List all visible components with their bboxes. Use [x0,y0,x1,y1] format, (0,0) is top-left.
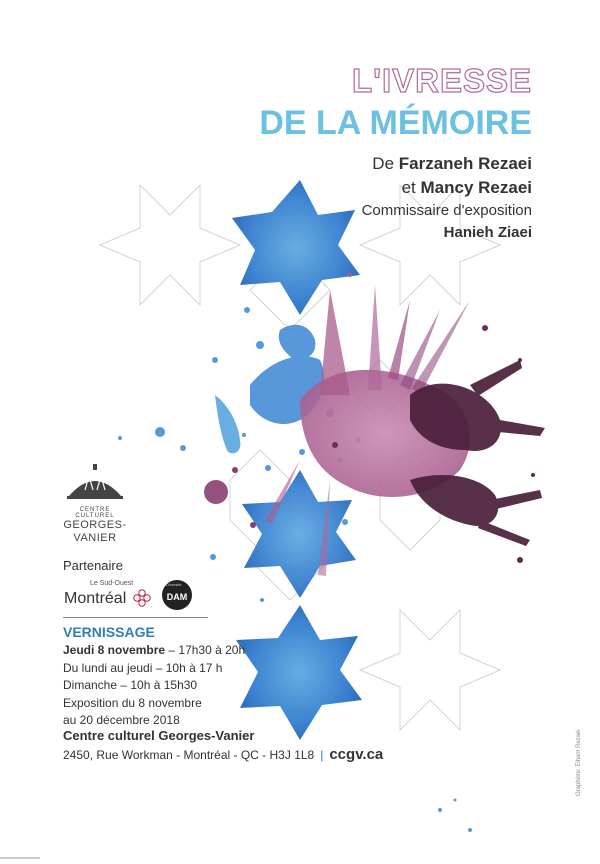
event-info [63,642,245,730]
title-line-2: DE LA MÉMOIRE [259,104,532,142]
divider [63,617,208,618]
ccgv-name-1: GEORGES- [63,519,127,531]
ccgv-dome-icon [63,462,127,502]
blue-star-top [232,180,360,315]
venue-address: 2450, Rue Workman - Montréal - QC - H3J 1L8 [63,748,315,762]
event-line-1 [63,642,245,660]
artist-credits [372,152,532,200]
sud-ouest-label: Le Sud-Ouest [90,580,134,587]
title-line-1: L'IVRESSE [351,62,532,99]
event-date-bold: Jeudi 8 novembre [63,643,166,657]
blue-star-middle [242,470,356,598]
blue-star-bottom [236,605,362,740]
partner-label: Partenaire [63,558,123,573]
curator-name: Hanieh Ziaei [443,224,532,241]
dam-logo: DAM [162,580,192,610]
curator-block [362,200,532,244]
graphic-credit: Graphiste: Elham Rezaei [576,729,582,796]
artist-name-2: Mancy Rezaei [420,178,532,197]
event-line-3: Dimanche – 10h à 15h30 [63,678,198,692]
event-line-5: au 20 décembre 2018 [63,713,180,727]
website-link[interactable]: ccgv.ca [329,746,384,763]
montreal-logo: Montréal [64,590,127,607]
artist-prefix-de: De [372,154,395,173]
curator-label: Commissaire d'exposition [361,202,532,219]
artist-name-1: Farzaneh Rezaei [398,154,532,173]
artist-prefix-et: et [401,178,416,197]
address-separator: | [320,748,324,762]
event-time: – 17h30 à 20h [165,643,246,657]
ccgv-name-2: VANIER [73,532,117,544]
dam-small-text: Diversité [166,582,182,587]
ccgv-logo [63,462,127,545]
venue-name: Centre culturel Georges-Vanier [63,728,255,743]
ccgv-small-text: CENTRE CULTUREL [75,507,115,519]
artist-line-1 [372,152,532,176]
event-line-2: Du lundi au jeudi – 10h à 17 h [63,660,223,675]
montreal-flower-icon [133,589,151,607]
venue-address-line [63,746,383,763]
artist-line-2 [372,176,532,200]
vernissage-label: VERNISSAGE [63,624,155,640]
event-line-4: Exposition du 8 novembre [63,695,202,710]
